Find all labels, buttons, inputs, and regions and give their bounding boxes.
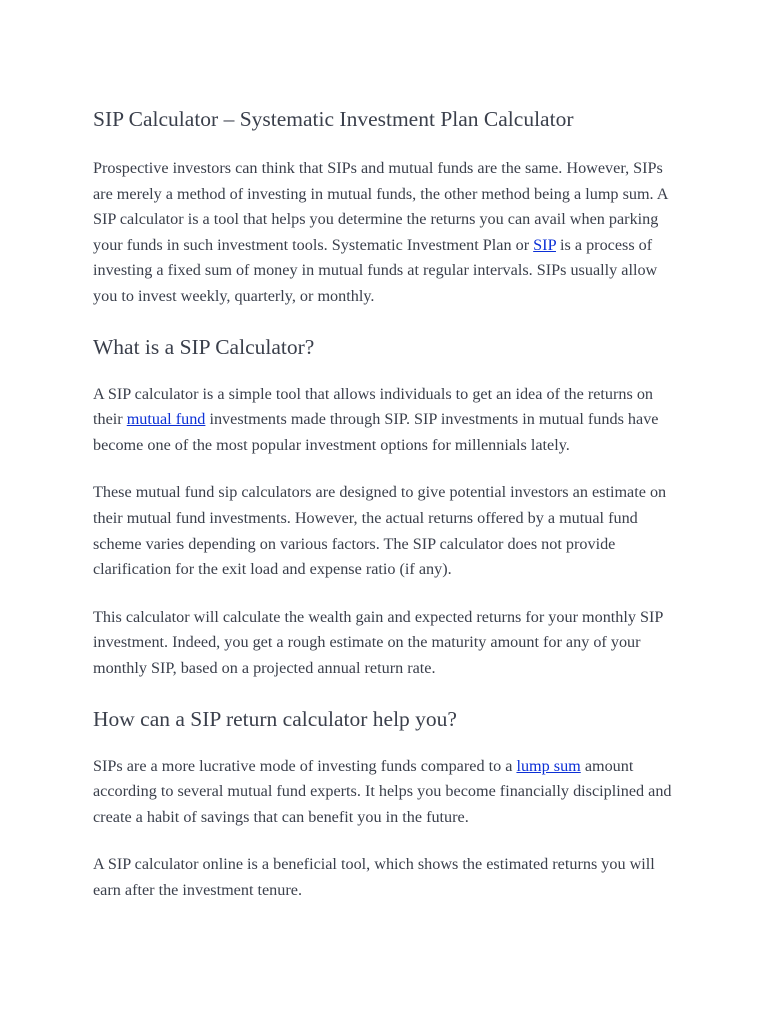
intro-paragraph [93, 156, 684, 310]
what-paragraph-1 [93, 382, 684, 459]
how-p1-text-start: SIPs are a more lucrative mode of investing funds compared to a [93, 756, 517, 775]
sip-link[interactable]: SIP [533, 235, 556, 254]
section-heading-how-sip-helps: How can a SIP return calculator help you? [93, 706, 457, 731]
page-title: SIP Calculator – Systematic Investment Plan Calculator [93, 107, 574, 131]
what-paragraph-3: This calculator will calculate the wealth gain and expected returns for your monthly SIP investment. Indeed, you get a rough estimate on the maturity amount for any of your monthly SIP, based on a projected annual return rate. [93, 607, 663, 677]
how-paragraph-1 [93, 754, 684, 831]
intro-text-start: Prospective investors can think that SIPs and mutual funds are the same. However, SIPs are merely a method of investing in mutual funds, the other method being a lump sum. A SIP calculator is a tool that helps you determine the returns you can avail when parking your funds in such investment tools. Systematic Investment Plan or [93, 159, 668, 254]
mutual-fund-link[interactable]: mutual fund [126, 410, 206, 429]
what-p1-text-start: A SIP calculator is a simple tool that allows individuals to get an idea of the returns on their [93, 384, 654, 429]
how-paragraph-2: A SIP calculator online is a beneficial tool, which shows the estimated returns you will earn after the investment tenure. [93, 855, 655, 899]
lump-sum-link[interactable]: lump sum [516, 756, 581, 775]
how-p1-text-end: amount according to several mutual fund experts. It helps you become financially disciplined and create a habit of savings that can benefit you in the future. [93, 756, 672, 826]
intro-text-end: is a process of investing a fixed sum of money in mutual funds at regular intervals. SIPs usually allow you to invest weekly, quarterly, or monthly. [93, 235, 658, 305]
what-paragraph-2: These mutual fund sip calculators are designed to give potential investors an estimate on their mutual fund investments. However, the actual returns offered by a mutual fund scheme varies depending on various factors. The SIP calculator does not provide clarification for the exit load and expense ratio (if any). [93, 483, 667, 579]
what-p1-text-end: investments made through SIP. SIP investments in mutual funds have become one of the most popular investment options for millennials lately. [93, 410, 659, 454]
section-heading-what-is-sip-calculator: What is a SIP Calculator? [93, 334, 315, 359]
